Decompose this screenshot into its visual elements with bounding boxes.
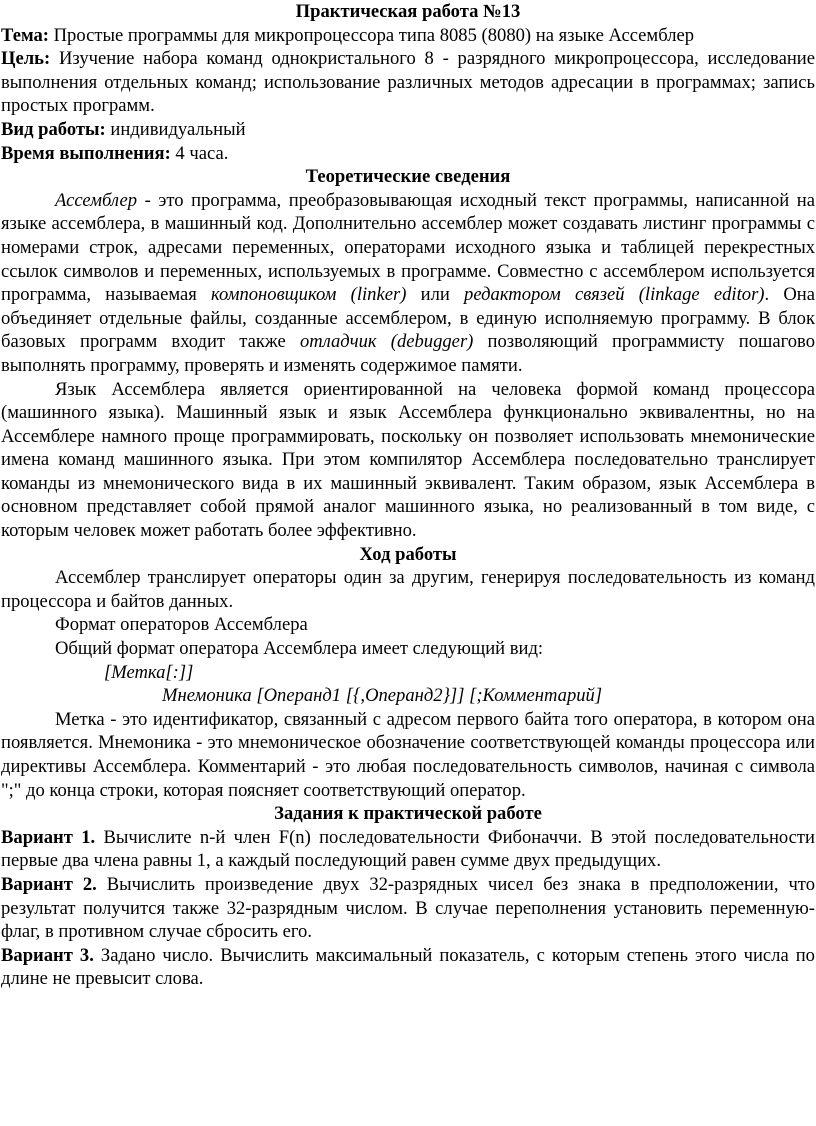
time-label: Время выполнения: (1, 142, 171, 164)
variant-1-text: Вычислите n-й член F(n) последовательности Фибоначчи. В этой последовательности первые два члена равны 1, а каждый последующий равен сумме двух предыдущих. (1, 826, 815, 872)
variant-1 (1, 826, 815, 873)
goal-text: Изучение набора команд однокристального 8 - разрядного микропроцессора, исследование выполнения отдельных команд; использование различных методов адресации в программах; запись простых программ. (1, 48, 815, 117)
variant-3-label: Вариант 3. (1, 944, 94, 966)
procedure-paragraph-2: Формат операторов Ассемблера (55, 614, 308, 636)
procedure-paragraph-1: Ассемблер транслирует операторы один за другим, генерируя последовательность из команд процессора и байтов данных. (1, 567, 815, 612)
worktype-line (1, 118, 815, 142)
time-line (1, 142, 815, 166)
document-page (1, 0, 815, 991)
theory-p1-part-c: позволяющий программисту пошагово выполнять программу, проверять и изменять содержимое памяти. (1, 331, 816, 376)
tasks-heading: Задания к практической работе (274, 803, 542, 825)
goal-line (1, 47, 815, 118)
worktype-label: Вид работы: (1, 118, 106, 140)
linker-term: компоновщиком (linker) (211, 284, 407, 306)
procedure-heading: Ход работы (359, 543, 457, 565)
theory-paragraph-1 (1, 189, 815, 378)
topic-line (1, 24, 815, 48)
theory-paragraph-2: Язык Ассемблера является ориентированной на человека формой команд процессора (машинного языка). Машинный язык и язык Ассемблера функционально эквивалентны, но на Ассемблере намного проще программировать, поскольку он позволяет использовать мнемонические имена команд машинного языка. При этом компилятор Ассемблера последовательно транслирует команды из мнемонического вида в их машинный эквивалент. Таким образом, язык Ассемблера в основном представляет собой прямой аналог машинного языка, но реализованный в том виде, с которым человек может работать более эффективно. (1, 378, 815, 542)
debugger-term: отладчик (debugger) (299, 331, 474, 353)
format-line-mnemonic: Мнемоника [Операнд1 [{,Операнд2}]] [;Комментарий] (162, 685, 603, 707)
variant-3 (1, 944, 815, 991)
topic-text: Простые программы для микропроцессора типа 8085 (8080) на языке Ассемблер (48, 24, 695, 46)
assembler-term: Ассемблер (55, 189, 138, 211)
theory-p1-part-a: - это программа, преобразовывающая исходный текст программы, написанной на языке ассемблера, в машинный код. Дополнительно ассемблер может создавать листинг программы с номерами строк, адресами переменных, операторами исходного языка и таблицей перекрестных ссылок символов и переменных, используемых в программе. Совместно с ассемблером используется программа, называемая (1, 189, 815, 306)
linkage-editor-term: редактором связей (linkage editor) (464, 284, 765, 306)
variant-2-label: Вариант 2. (1, 873, 97, 895)
theory-p1-part-b: . Она объединяет отдельные файлы, созданные ассемблером, в единую исполняемую программу. В блок базовых программ входит также (1, 284, 816, 353)
variant-1-label: Вариант 1. (1, 826, 96, 848)
goal-label: Цель: (1, 48, 51, 70)
time-text: 4 часа. (170, 142, 229, 164)
variant-2 (1, 873, 815, 944)
procedure-paragraph-3: Общий формат оператора Ассемблера имеет следующий вид: (55, 638, 544, 660)
worktype-text: индивидуальный (105, 118, 246, 140)
variant-3-text: Задано число. Вычислить максимальный показатель, с которым степень этого числа по длине не превысит слова. (1, 944, 815, 990)
document-title: Практическая работа №13 (295, 1, 521, 22)
procedure-paragraph-4: Метка - это идентификатор, связанный с адресом первого байта того оператора, в котором она появляется. Мнемоника - это мнемоническое обозначение соответствующей команды процессора или директивы Ассемблера. Комментарий - это любая последовательность символов, начиная с символа ";" до конца строки, которая поясняет соответствующий оператор. (1, 708, 815, 801)
format-line-label: [Метка[:]] (104, 661, 194, 683)
topic-label: Тема: (1, 24, 49, 46)
theory-heading: Теоретические сведения (305, 166, 511, 188)
variant-2-text: Вычислить произведение двух 32-разрядных чисел без знака в предположении, что результат получится также 32-разрядным числом. В случае переполнения установить переменную-флаг, в противном случае сбросить его. (1, 873, 815, 943)
theory-p1-or: или (406, 284, 465, 306)
